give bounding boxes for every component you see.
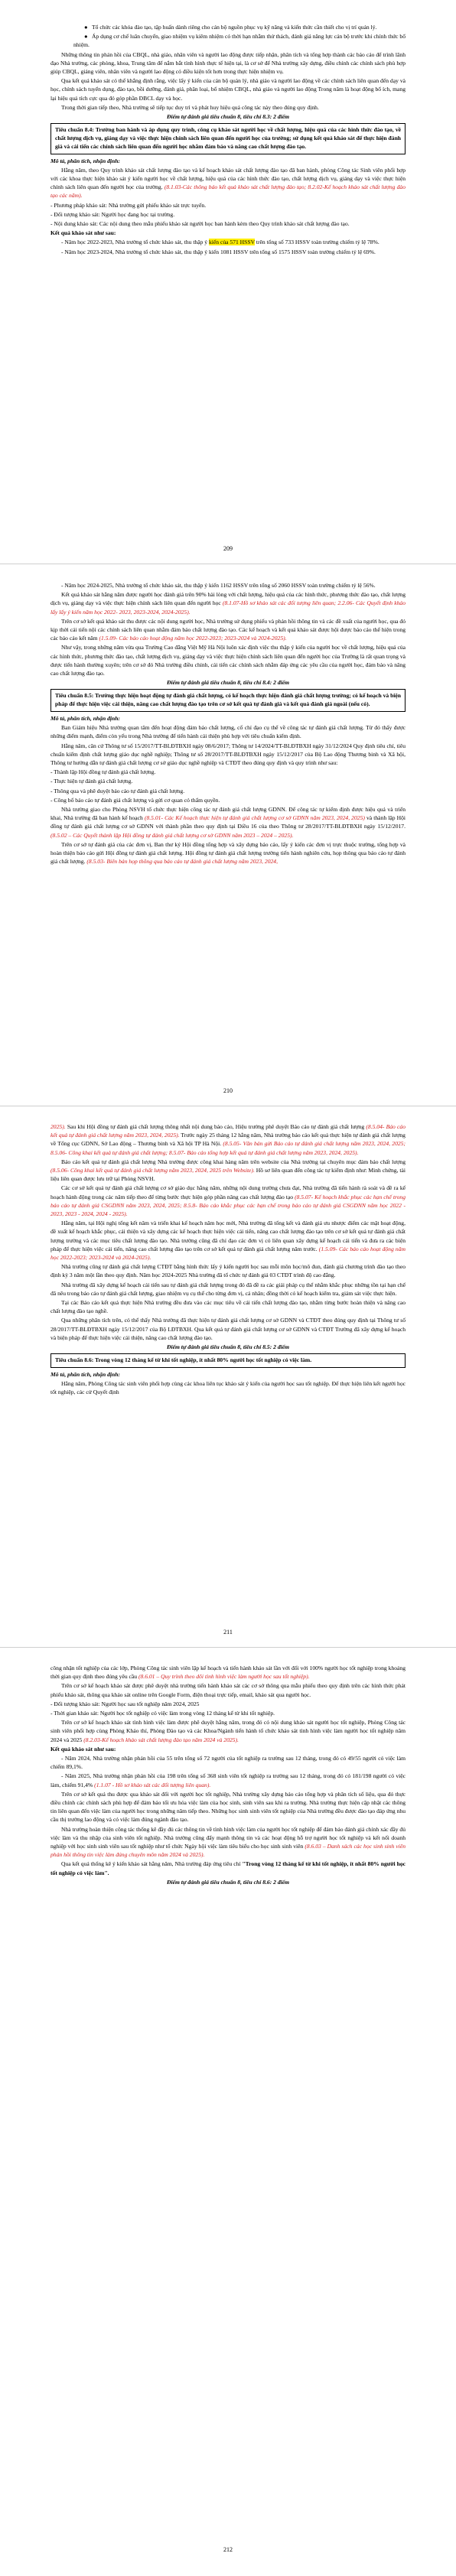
paragraph: Nhà trường cũng tự đánh giá chất lượng CTĐT bằng hình thức lấy ý kiến người học sau mỗi môn học/mô đun, đánh giá chương trình đào tạo theo định kỳ 3 năm một lần theo quy định. Năm học 2024-2025 Nhà trường đã tổ chức tự đánh giá 03 CTĐT trình độ cao đẳng. bbox=[50, 1263, 406, 1279]
evidence-ref: (8.2.03-Kế hoạch khảo sát chất lượng đào tạo năm 2024 và 2025). bbox=[83, 1736, 239, 1743]
paragraph: Qua những phân tích trên, có thể thấy Nhà trường đã thực hiện tự đánh giá chất lượng cơ sở GDNN và CTĐT theo đúng quy định tại Thông tư số 28/2017/TT-BLĐTBXH ngày 15/12/2017 của Bộ LĐTBXH. Qua kết quả tự đánh giá chất lượng cơ sở GDNN và CTĐT Trường đã xây dựng kế hoạch và biện pháp để thực hiện việc cải thiện, nâng cao chất lượng đào tạo. bbox=[50, 1317, 406, 1341]
score-8-6: Điểm tự đánh giá tiêu chuẩn 8, tiêu chí 8.6: 2 điểm bbox=[166, 1878, 290, 1886]
section-8-3-8-4 bbox=[50, 23, 406, 257]
criterion-8-4-box: Tiêu chuẩn 8.4: Trường ban hành và áp dụng quy trình, công cụ khảo sát người học về chất lượng, hiệu quả của các hình thức đào tạo, về chất lượng dịch vụ, giảng dạy và việc thực hiện chính sách liên quan đến người học của trường; sử dụng kết quả khảo sát để thực hiện đánh giá và cải tiến các chính sách liên quan đến người học nhằm đảm bảo và nâng cao chất lượng đào tạo. bbox=[50, 123, 406, 154]
evidence-ref: (1.5.09- Các báo cáo hoạt động năm học 2022-2023; 2023-2024 và 2024-2025). bbox=[99, 635, 287, 642]
criterion-8-5-box: Tiêu chuẩn 8.5: Trường thực hiện hoạt động tự đánh giá chất lượng, có kế hoạch thực hiện đánh giá chất lượng trường; có kế hoạch và biện pháp để thực hiện việc cải thiện, nâng cao chất lượng đào tạo trên cơ sở kết quả tự đánh giá và kết quả đánh giá ngoài (nếu có). bbox=[50, 689, 406, 712]
evidence-ref: (8.5.05- Văn bản gửi Báo cáo tự đánh giá chất lượng năm 2023, 2024, 2025; 8.5.06- Công khai kết quả tự đánh giá chất lượng; 8.5.07- Báo cáo tổng hợp kết quả tự đánh giá chất lượng năm 2023, 2024, 2025). bbox=[50, 1140, 406, 1156]
result-item: - Năm 2025, Nhà trường nhận phản hồi của 198 trên tổng số 368 sinh viên tốt nghiệp ra trường sau 12 tháng, trong đó có 181/198 người có việc làm, chiếm 91,4% (1.1.07 - Hồ sơ khảo sát các đối tượng liên quan). bbox=[50, 1772, 406, 1788]
paragraph: Hằng năm, tại Hội nghị tổng kết năm và triển khai kế hoạch năm học mới, Nhà trường đã tổng kết và đánh giá ưu nhược điểm các mặt hoạt động, đề xuất kế hoạch khắc phục, cải thiện và xây dựng các kế hoạch thực hiện việc cải tiến, nâng cao chất lượng đào tạo trên cơ sở kết quả tự đánh giá chất lượng trường và các mục tiêu chất lượng đào tạo. Nhà trường cũng đã chỉ đạo các đơn vị có liên quan xây dựng kế hoạch cải tiến và đưa ra các biện pháp để thực hiện việc cải tiến, nâng cao chất lượng đào tạo trên cơ sở kết quả tự đánh giá chất lượng năm trước. (1.5.09- Các báo cáo hoạt động năm học 2022-2023; 2023-2024 và 2024-2025). bbox=[50, 1220, 406, 1262]
paragraph: Những thông tin phản hồi của CBQL, nhà giáo, nhân viên và người lao động được tiếp nhận, phân tích và tổng hợp thành các báo cáo để trình lãnh đạo Nhà trường, các phòng, khoa, Trung tâm để nắm bắt tình hình thực tế hiện tại, là cơ sở để Nhà trường xây dựng, điều chỉnh các chính sách phù hợp giúp CBQL, giảng viên, nhân viên và người lao động có điều kiện tốt hơn trong thực hiện nhiệm vụ. bbox=[50, 50, 406, 76]
evidence-ref: (8.6.03 – Danh sách các học sinh sinh viên phản hồi thông tin việc làm đúng chuyên môn năm 2024 và 2025). bbox=[50, 1843, 406, 1859]
paragraph: Trong thời gian tiếp theo, Nhà trường sẽ tiếp tục duy trì và phát huy hiệu quả công tác này theo đúng quy định. bbox=[61, 103, 319, 111]
paragraph: Trên cơ sở kế hoạch khảo sát được phê duyệt nhà trường tiến hành khảo sát các cơ sở thông qua mẫu phiếu theo quy định trên các hình thức phát phiếu khảo sát, thông qua khảo sát online trên Google Form, điện thoại trực tiếp, email, khảo sát qua người học. bbox=[50, 1682, 406, 1698]
paragraph: Nhà trường hoàn thiện công tác thống kê đầy đủ các thông tin về tình hình việc làm của người học tốt nghiệp để đảm bảo đánh giá chính xác đầy đủ việc làm và thu nhập của sinh viên tốt nghiệp. Nhà trường cũng đẩy mạnh thông tin và các hoạt động hỗ trợ người học tốt nghiệp và kết nối doanh nghiệp với học sinh sinh viên sau tốt nghiệp như tổ chức Ngày hội việc làm tiêu biểu cho học sinh sinh viên (8.6.03 – Danh sách các học sinh sinh viên phản hồi thông tin việc làm đúng chuyên môn năm 2024 và 2025). bbox=[50, 1825, 406, 1859]
list-item: - Nội dung khảo sát: Các nội dung theo mẫu phiếu khảo sát người học ban hành kèm theo Quy trình khảo sát chất lượng đào tạo. bbox=[50, 220, 350, 228]
score-8-4: Điểm tự đánh giá tiêu chuẩn 8, tiêu chí 8.4: 2 điểm bbox=[166, 679, 290, 687]
list-item: - Thực hiện tự đánh giá chất lượng. bbox=[50, 778, 133, 785]
paragraph: Qua kết quả khảo sát có thể khẳng định rằng, việc lấy ý kiến của cán bộ quản lý, nhà giáo và người lao động về các chính sách liên quan đến dạy và học, chính sách tuyển dụng, đào tạo, bồi dưỡng, đánh giá, phân loại, bổ nhiệm CBQL, nhà giáo và người lao động Trong năm là hoạt động bổ ích, mang lại hiệu quả tích cực qua đó góp phần ĐBCL dạy và học. bbox=[50, 77, 406, 102]
result-item: - Năm học 2024-2025, Nhà trường tổ chức khảo sát, thu thập ý kiến 1162 HSSV trên tổng số 2060 HSSV toàn trường chiếm tỷ lệ 56%. bbox=[61, 582, 376, 589]
evidence-ref: (8.1.03-Các thông báo kết quả khảo sát chất lượng đào tạo; 8.2.02-Kế hoạch khảo sát chất lượng đào tạo các năm). bbox=[50, 184, 406, 200]
result-heading: Kết quả khảo sát như sau: bbox=[50, 229, 116, 237]
page-number: 212 bbox=[223, 2546, 233, 2553]
page-number: 209 bbox=[223, 545, 233, 552]
result-item: - Năm 2024, Nhà trường nhận phản hồi của 55 trên tổng số 72 người của tốt nghiệp ra trường sau 12 tháng, trong đó có 49/55 người có việc làm chiếm 89,1%. bbox=[50, 1755, 406, 1771]
evidence-ref: (8.5.07- Kế hoạch khắc phục các hạn chế trong báo cáo tự đánh giá CSGDNN năm 2023, 2024, 2025; 8.5.8- Báo cáo khắc phục các hạn chế trong báo cáo tự đánh giá CSGDNN năm học 2022 - 2023, 2023 - 2024, 2024 - 2025). bbox=[50, 1193, 406, 1218]
paragraph: Kết quả khảo sát hằng năm được người học đánh giá trên 90% hài lòng với chất lượng, hiệu quả của các hình thức, phương thức đào tạo, chất lượng dịch vụ, giảng dạy và việc thực hiện chính sách liên quan đến người học (8.1.07-Hồ sơ khảo sát các đối tượng liên quan; 2.2.06- Các Quyết định khảo lấy lấy ý kiến năm học 2022- 2023, 2023-2024, 2024-2025). bbox=[50, 591, 406, 616]
evidence-ref: (1.1.07 - Hồ sơ khảo sát các đối tượng liên quan). bbox=[94, 1781, 211, 1788]
section-8-4-8-5 bbox=[50, 581, 406, 866]
score-8-3: Điểm tự đánh giá tiêu chuẩn 8, tiêu chí 8.3: 2 điểm bbox=[166, 113, 290, 121]
evidence-ref: (8.5.01- Các Kế hoạch thực hiện tự đánh giá chất lượng cơ sở GDNN năm 2023, 2024, 2025) bbox=[144, 814, 365, 822]
paragraph: Như vậy, trong những năm vừa qua Trường Cao đẳng Việt Mỹ Hà Nội luôn xác định việc thu thập ý kiến của người học về chất lượng, hiệu quả của các hình thức, phương thức đào tạo, chất lượng dịch vụ, giảng dạy và việc thực hiện chính sách liên quan đến người học của Trường là rất quan trọng và được tiến hành thường xuyên; trên cơ sở đó Nhà trường điều chỉnh, cải tiến các chính sách nhằm đáp ứng các yêu cầu của người học, đảm bảo và nâng cao chất lượng đào tạo. bbox=[50, 644, 406, 677]
paragraph: Hằng năm, Phòng Công tác sinh viên phối hợp cùng các khoa liên tục khảo sát ý kiến của người học sau tốt nghiệp. Để thực hiện liên kết người học tốt nghiệp, các cử Quyết định bbox=[50, 1380, 406, 1396]
analysis-heading: Mô tả, phân tích, nhận định: bbox=[50, 1371, 120, 1379]
page-separator bbox=[0, 1647, 456, 1648]
paragraph: Qua kết quả thống kê ý kiến khảo sát hằng năm, Nhà trường đáp ứng tiêu chí "Trong vòng 12 tháng kể từ khi tốt nghiệp, ít nhất 80% người học tốt nghiệp có việc làm". bbox=[50, 1860, 406, 1876]
evidence-ref: (8.6.01 – Quy trình theo dõi tình hình việc làm người học sau tốt nghiệp). bbox=[138, 1673, 310, 1681]
evidence-ref: 2025). bbox=[50, 1123, 66, 1130]
list-item: - Thông qua và phê duyệt báo cáo tự đánh giá chất lượng. bbox=[50, 787, 185, 794]
bullet-item: ● Tổ chức các khóa đào tạo, tập huấn dành riêng cho cán bộ nguồn phục vụ kỹ năng và kiến thức cần thiết cho vị trí quản lý. bbox=[84, 24, 377, 31]
result-item: - Năm học 2023-2024, Nhà trường tổ chức khảo sát, thu thập ý kiến 1081 HSSV trên tổng số 1575 HSSV toàn trường chiếm tỷ lệ 69%. bbox=[61, 248, 376, 255]
paragraph: Trên cơ sở kết quả thu được qua khảo sát đối với người học tốt nghiệp, Nhà trường xây dựng báo cáo tổng hợp và phân tích số liệu, qua đó thực điều chỉnh các chính sách phù hợp để đảm bảo tối ưu hóa việc làm của học sinh, sinh viên sau khi ra trường. Nhà trường thực hiện cập nhật các thông tin liên quan đến việc làm của người học trong những năm tiếp theo. Những học sinh sinh viên tốt nghiệp của Nhà trường đều được đào tạo đáp ứng nhu cầu thị trường lao động và có việc làm đúng ngành đào tạo. bbox=[50, 1790, 406, 1824]
paragraph: Nhà trường đã xây dựng kế hoạch cải tiến sau tự đánh giá chất lượng trong đó đã đề ra các giải pháp cụ thể nhằm khắc phục những tồn tại hạn chế đã nêu trong báo cáo tự đánh giá chất lượng, giao nhiệm vụ cụ thể cho từng đơn vị, cá nhân; đồng thời có kế hoạch kiểm tra, giám sát việc thực hiện. bbox=[50, 1281, 406, 1297]
paragraph: Nhà trường giao cho Phòng NSVH tổ chức thực hiện công tác tự đánh giá chất lượng GDNN. Để công tác tự kiểm định được hiệu quả và triển khai, Nhà trường đã ban hành kế hoạch (8.5.01- Các Kế hoạch thực hiện tự đánh giá chất lượng cơ sở GDNN năm 2023, 2024, 2025) và thành lập Hội đồng tự đánh giá chất lượng cơ sở GDNN với thành phần theo quy định tại Điều 16 của theo Thông tư 28/2017/TT-BLĐTBXH ngày 15/12/2017. (8.5.02 – Các Quyết thành lập Hội đồng tự đánh giá chất lượng cơ sở GDNN năm 2023 – 2024 – 2025). bbox=[50, 806, 406, 839]
paragraph: Trên cơ sở tự đánh giá của các đơn vị, Ban thư ký Hội đồng tổng hợp và xây dựng báo cáo, lấy ý kiến các đơn vị trực thuộc trường, tổng hợp và hoàn thiện báo cáo gửi Hội đồng tự đánh giá chất lượng. Hội đồng tự đánh giá chất lượng trường tiến hành nghiên cứu, họp thông qua báo cáo tự đánh giá chất lượng. (8.5.03- Biên bản họp thông qua báo cáo tự đánh giá chất lượng năm 2023, 2024, bbox=[50, 840, 406, 866]
paragraph: Trên cơ sở kết quả khảo sát thu được các nội dung người học, Nhà trường sử dụng phiếu và phản hồi thông tin và các đề xuất của người học, qua đó kịp thời cải tiến nội các chính sách liên quan nhằm đảm bảo chất lượng đào tạo. Các kế hoạch và kết quả khảo sát được hội được báo cáo thể hiện trong các báo cáo kết năm (1.5.09- Các báo cáo hoạt động năm học 2022-2023; 2023-2024 và 2024-2025). bbox=[50, 617, 406, 642]
bullet-item: ● Áp dụng cơ chế luân chuyển, giao nhiệm vụ kiêm nhiệm có thời hạn nhằm thử thách, đánh giá năng lực cán bộ trước khi chính thức bổ nhiệm. bbox=[73, 33, 406, 49]
evidence-ref: (8.5.04- Báo cáo kết quả tự đánh giá chất lượng năm 2023, 2024, 2025). bbox=[50, 1123, 406, 1139]
list-item: - Thành lập Hội đồng tự đánh giá chất lượng. bbox=[50, 768, 156, 776]
highlighted-text: kiến của 571 HSSV bbox=[208, 239, 255, 246]
page-number: 210 bbox=[223, 1087, 233, 1094]
list-item: - Đối tượng khảo sát: Người học đang học tại trường. bbox=[50, 210, 175, 218]
result-item: - Năm học 2022-2023, Nhà trường tổ chức khảo sát, thu thập ý kiến của 571 HSSV trên tổng số 733 HSSV toàn trường chiếm tỷ lệ 78%. bbox=[61, 239, 379, 246]
section-8-5-8-6 bbox=[50, 1122, 406, 1398]
bullet-icon: ● bbox=[84, 33, 88, 41]
paragraph: Hằng năm, theo Quy trình khảo sát chất lượng đào tạo và kế hoạch khảo sát chất lượng đào tạo đã ban hành, phòng Công tác Sinh viên phối hợp với các khoa thực hiện khảo sát ý kiến người học về chất lượng, hiệu quả của các hình thức đào tạo, chất lượng dịch vụ, giảng dạy và việc thực hiện chính sách liên quan đến người học của trường. (8.1.03-Các thông báo kết quả khảo sát chất lượng đào tạo; 8.2.02-Kế hoạch khảo sát chất lượng đào tạo các năm). bbox=[50, 166, 406, 200]
list-item: - Đối tượng khảo sát: Người học sau tốt nghiệp năm 2024, 2025 bbox=[50, 1700, 200, 1707]
page-number: 211 bbox=[223, 1629, 233, 1636]
paragraph: Các cơ sở kết quả tự đánh giá chất lượng cơ sở giáo dục hằng năm, những nội dung trường chưa đạt, Nhà trường đã tiến hành rà soát và đề ra kế hoạch hành động trong các năm tiếp theo để từng bước thực hiện góp phần nâng cao chất lượng đào tạo (8.5.07- Kế hoạch khắc phục các hạn chế trong báo cáo tự đánh giá CSGDNN năm 2023, 2024, 2025; 8.5.8- Báo cáo khắc phục các hạn chế trong báo cáo tự đánh giá CSGDNN năm học 2022 - 2023, 2023 - 2024, 2024 - 2025). bbox=[50, 1184, 406, 1218]
list-item: - Thời gian khảo sát: Người học tốt nghiệp có việc làm trong vòng 12 tháng kể từ khi tốt nghiệp. bbox=[50, 1710, 275, 1717]
evidence-ref: (1.5.09- Các báo cáo hoạt động năm học 2022-2023; 2023-2024 và 2024-2025). bbox=[50, 1245, 406, 1262]
bullet-icon: ● bbox=[84, 24, 88, 31]
paragraph: Tại các Báo cáo kết quả thực hiện Nhà trường đều đưa vào các mục tiêu về cải tiến chất lượng đào tạo, nhằm từng bước hoàn thiện và nâng cao chất lượng đào tạo nghề. bbox=[50, 1299, 406, 1315]
score-8-5: Điểm tự đánh giá tiêu chuẩn 8, tiêu chí 8.5: 2 điểm bbox=[166, 1343, 290, 1351]
paragraph: Trên cơ sở kế hoạch khảo sát tình hình việc làm được phê duyệt hằng năm, trong đó có nội dung khảo sát người học tốt nghiệp, Phòng Công tác sinh viên phối hợp cùng Phòng Khảo thí, Phòng Đào tạo và các Khoa/Ngành tiến hành tổ chức khảo sát tình hình việc làm người học tốt nghiệp năm 2024 và 2025 (8.2.03-Kế hoạch khảo sát chất lượng đào tạo năm 2024 và 2025). bbox=[50, 1719, 406, 1743]
paragraph: Hằng năm, căn cứ Thông tư số 15/2017/TT-BLĐTBXH ngày 08/6/2017; Thông tư 14/2024/TT-BLĐTBXH ngày 31/12/2024 Quy định tiêu chí, tiêu chuẩn kiểm định chất lượng giáo dục nghề nghiệp; Thông tư số 28/2017/TT-BLĐTBXH ngày 15/12/2017 của Bộ Lao động Thương binh và Xã hội, Thông tư hướng dẫn tự đánh giá chất lượng cơ sở giáo dục nghề nghiệp và CTĐT theo đúng quy định và quy trình như sau: bbox=[50, 742, 406, 767]
analysis-heading: Mô tả, phân tích, nhận định: bbox=[50, 157, 120, 164]
paragraph: Báo cáo kết quả tự đánh giá chất lượng Nhà trường được công khai hàng năm trên website của Nhà trường tại chuyên mục đảm bảo chất lượng (8.5.06- Công khai kết quả tự đánh giá chất lượng năm 2023, 2024, 2025 trên Website). Hồ sơ liên quan đến công tác tự kiểm định như: Minh chứng, tài liệu liên quan được lưu trữ tại Phòng NSVH. bbox=[50, 1158, 406, 1183]
list-item: - Công bố báo cáo tự đánh giá chất lượng và gửi cơ quan có thẩm quyền. bbox=[50, 796, 220, 804]
paragraph: 2025). Sau khi Hội đồng tự đánh giá chất lượng thông nhất nội dung báo cáo, Hiệu trưởng phê duyệt Báo cáo tự đánh giá chất lượng (8.5.04- Báo cáo kết quả tự đánh giá chất lượng năm 2023, 2024, 2025). Trước ngày 25 tháng 12 hằng năm, Nhà trường báo cáo kết quả thực hiện tự đánh giá chất lượng về Tổng cục GDNN, Sở Lao động – Thương binh và Xã hội TP Hà Nội. (8.5.05- Văn bản gửi Báo cáo tự đánh giá chất lượng năm 2023, 2024, 2025; 8.5.06- Công khai kết quả tự đánh giá chất lượng; 8.5.07- Báo cáo tổng hợp kết quả tự đánh giá chất lượng năm 2023, 2024, 2025). bbox=[50, 1123, 406, 1156]
evidence-ref: (8.5.02 – Các Quyết thành lập Hội đồng tự đánh giá chất lượng cơ sở GDNN năm 2023 – 2024 – 2025). bbox=[50, 831, 294, 839]
section-8-6 bbox=[50, 1664, 406, 1887]
evidence-ref: (8.5.06- Công khai kết quả tự đánh giá chất lượng năm 2023, 2024, 2025 trên Website). bbox=[50, 1167, 255, 1174]
evidence-ref: (8.1.07-Hồ sơ khảo sát các đối tượng liên quan; 2.2.06- Các Quyết định khảo lấy lấy ý kiến năm học 2022- 2023, 2023-2024, 2024-2025). bbox=[50, 599, 406, 616]
result-heading: Kết quả khảo sát như sau: bbox=[50, 1745, 116, 1753]
analysis-heading: Mô tả, phân tích, nhận định: bbox=[50, 715, 120, 723]
list-item: - Phương pháp khảo sát: Nhà trường gửi phiếu khảo sát trực tuyến. bbox=[50, 201, 207, 209]
evidence-ref: (8.5.03- Biên bản họp thông qua báo cáo tự đánh giá chất lượng năm 2023, 2024, bbox=[86, 858, 278, 866]
paragraph: Ban Giám hiệu Nhà trường quan tâm đến hoạt động đảm bảo chất lượng, cố chỉ đạo cụ thể về công tác tự đánh giá chất lượng. Từ đó thấy được những điểm mạnh, điểm còn yếu trong Nhà trường để tiến hành cải thiện phù hợp với tiêu chuẩn kiểm định. bbox=[50, 724, 406, 740]
paragraph: công nhận tốt nghiệp của các lớp, Phòng Công tác sinh viên lập kế hoạch và tiến hành khảo sát lần với đối với 100% người học tốt nghiệp trong khoảng thời gian quy định theo đúng yêu cầu (8.6.01 – Quy trình theo dõi tình hình việc làm người học sau tốt nghiệp). bbox=[50, 1665, 406, 1681]
criterion-8-6-box: Tiêu chuẩn 8.6: Trong vòng 12 tháng kể từ khi tốt nghiệp, ít nhất 80% người học tốt nghiệp có việc làm. bbox=[50, 1353, 406, 1368]
